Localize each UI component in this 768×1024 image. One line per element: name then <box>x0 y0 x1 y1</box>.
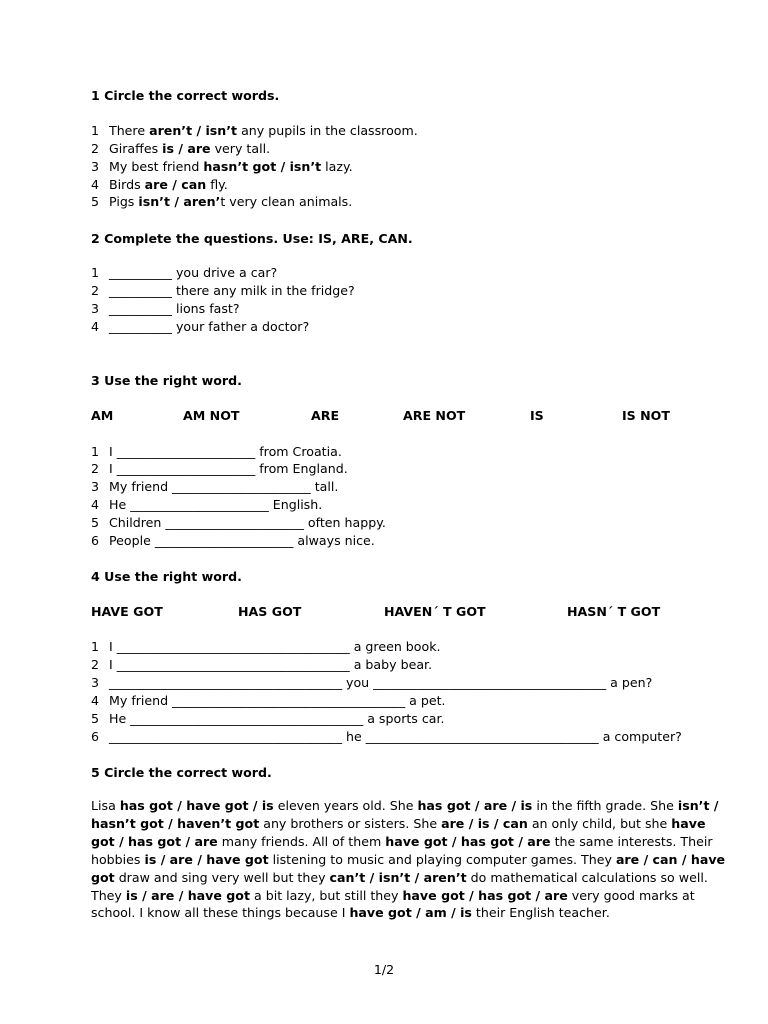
wordbank-word: ARE NOT <box>403 408 466 423</box>
item-text: I ______________________ from Croatia. <box>109 444 342 459</box>
item-text: _____________________________________ you _____________________________________ a pen? <box>109 675 653 690</box>
answer-options: has got / have got / is <box>119 798 274 813</box>
item-text: I _____________________________________ a green book. <box>109 639 441 654</box>
item-number: 2 <box>91 461 100 476</box>
answer-options: hasn’t got / isn’t <box>203 159 322 174</box>
item-number: 5 <box>91 515 100 530</box>
section2-heading: 2 Complete the questions. Use: IS, ARE, CAN. <box>91 231 413 246</box>
item-number: 2 <box>91 657 100 672</box>
answer-options: is / are / have got <box>125 887 250 903</box>
section4-heading: 4 Use the right word. <box>91 569 242 584</box>
answer-options: isn’t / hasn’t got / haven’t got <box>91 798 719 831</box>
item-number: 1 <box>91 444 100 459</box>
item-number: 4 <box>91 177 100 192</box>
answer-options: have got / has got / are <box>385 833 551 849</box>
wordbank-word: AM <box>91 408 114 423</box>
item-text: My friend ______________________ tall. <box>109 479 339 494</box>
item-number: 4 <box>91 693 100 708</box>
section5-heading: 5 Circle the correct word. <box>91 765 272 780</box>
wordbank-word: AM NOT <box>183 408 240 423</box>
section1-heading: 1 Circle the correct words. <box>91 88 280 103</box>
wordbank-word: IS <box>530 408 544 423</box>
section3-heading: 3 Use the right word. <box>91 373 242 388</box>
answer-options: is / are / have got <box>144 851 269 867</box>
item-number: 5 <box>91 711 100 726</box>
wordbank-word: HAVE GOT <box>91 604 163 619</box>
item-text: Pigs isn’t / aren’t very clean animals. <box>109 194 353 209</box>
section5-paragraph: Lisa has got / have got / is eleven years old. She has got / are / is in the fifth grade. She isn’t / hasn’t got / haven’t got any brothers or sisters. She are / is / can an only child, but she have got / has got / are many friends. All of them have got / has got / are the same interests. Their hobbies is / are / have got listening to music and playing computer games. They are / can / have got draw and sing very well but they can’t / isn’t / aren’t do mathematical calculations so well. They is / are / have got a bit lazy, but still they have got / has got / are very good marks at school. I know all these things because I have got / am / is their English teacher. <box>91 798 726 921</box>
item-text: I ______________________ from England. <box>109 461 348 476</box>
wordbank-word: ARE <box>311 408 340 423</box>
item-text: __________ your father a doctor? <box>109 319 310 334</box>
item-text: There aren’t / isn’t any pupils in the classroom. <box>109 123 418 138</box>
item-number: 3 <box>91 675 100 690</box>
item-number: 4 <box>91 497 100 512</box>
item-number: 6 <box>91 729 100 744</box>
item-number: 1 <box>91 265 100 280</box>
item-number: 1 <box>91 123 100 138</box>
answer-options: are / can / have got <box>91 851 726 885</box>
item-text: People ______________________ always nice. <box>109 533 375 548</box>
item-text: He ______________________ English. <box>109 497 323 512</box>
answer-options: can’t / isn’t / aren’t <box>329 869 467 885</box>
item-number: 2 <box>91 141 100 156</box>
item-text: _____________________________________ he _____________________________________ a computer? <box>109 729 682 744</box>
wordbank-word: HAVEN´ T GOT <box>384 604 486 619</box>
answer-options: has got / are / is <box>417 798 533 813</box>
item-text: My best friend hasn’t got / isn’t lazy. <box>109 159 353 174</box>
wordbank-word: HASN´ T GOT <box>567 604 661 619</box>
item-number: 3 <box>91 159 100 174</box>
item-text: Giraffes is / are very tall. <box>109 141 271 156</box>
item-text: Children ______________________ often happy. <box>109 515 386 530</box>
answer-options: isn’t / aren’ <box>138 194 221 209</box>
page-number: 1/2 <box>373 962 395 977</box>
item-text: I _____________________________________ a baby bear. <box>109 657 433 672</box>
item-text: __________ lions fast? <box>109 301 240 316</box>
answer-options: have got / has got / are <box>91 815 706 849</box>
answer-options: aren’t / isn’t <box>149 123 238 138</box>
answer-options: are / can <box>144 177 207 192</box>
item-number: 4 <box>91 319 100 334</box>
answer-options: are / is / can <box>441 815 528 831</box>
item-number: 5 <box>91 194 100 209</box>
item-text: Birds are / can fly. <box>109 177 228 192</box>
item-number: 3 <box>91 301 100 316</box>
item-number: 1 <box>91 639 100 654</box>
answer-options: is / are <box>162 141 211 156</box>
item-text: __________ there any milk in the fridge? <box>109 283 355 298</box>
wordbank-word: IS NOT <box>622 408 670 423</box>
item-text: __________ you drive a car? <box>109 265 278 280</box>
item-number: 6 <box>91 533 100 548</box>
item-number: 3 <box>91 479 100 494</box>
answer-options: have got / has got / are <box>402 887 568 903</box>
item-text: My friend _____________________________________ a pet. <box>109 693 446 708</box>
wordbank-word: HAS GOT <box>238 604 302 619</box>
item-text: He _____________________________________ a sports car. <box>109 711 445 726</box>
answer-options: have got / am / is <box>349 905 472 921</box>
item-number: 2 <box>91 283 100 298</box>
